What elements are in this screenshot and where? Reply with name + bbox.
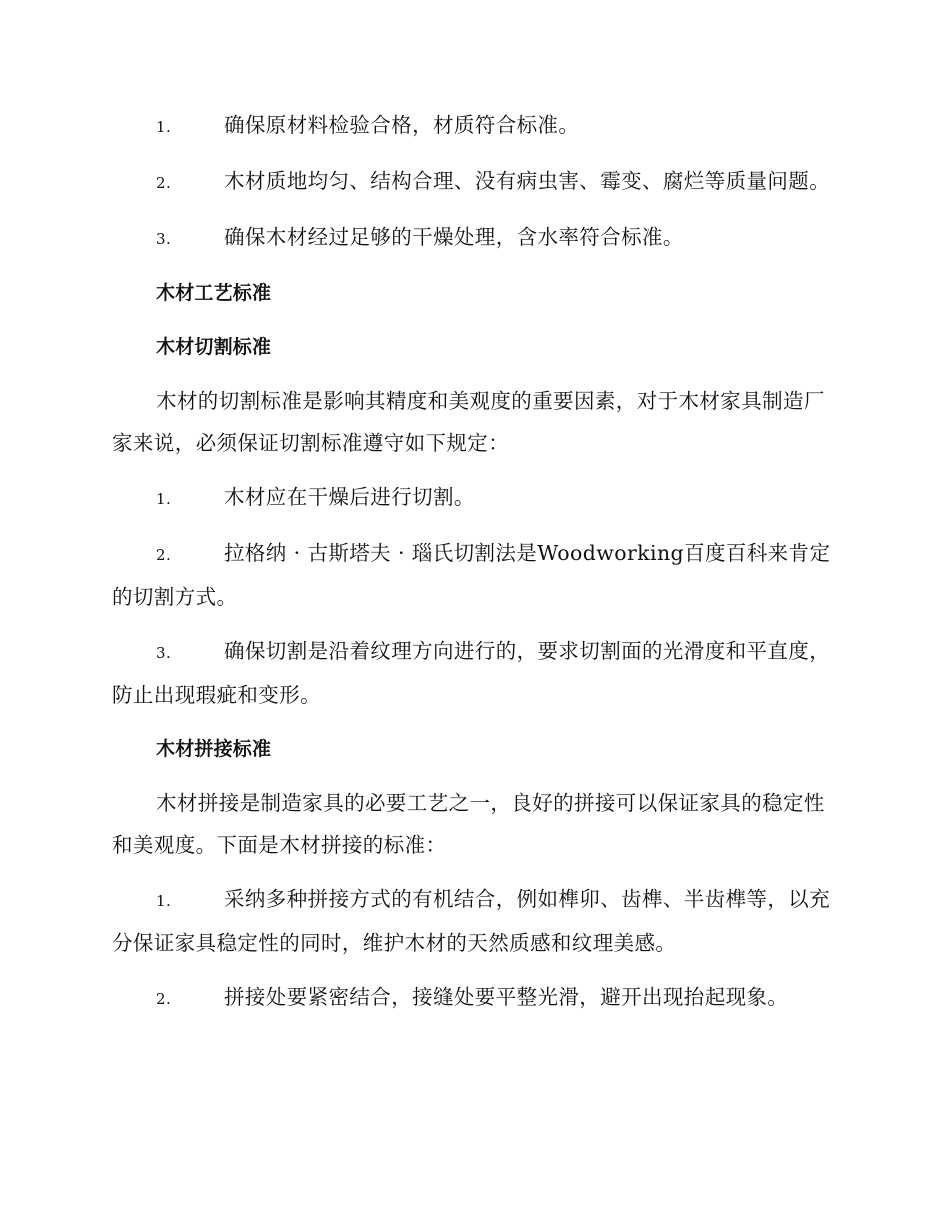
subsection-heading: 木材拼接标准 xyxy=(156,738,272,760)
list-number: 2. xyxy=(156,174,172,192)
list-text: 木材应在干燥后进行切割。 xyxy=(224,485,475,509)
section-heading: 木材工艺标准 xyxy=(156,282,272,304)
list-item xyxy=(112,630,834,716)
list-text: 确保原材料检验合格，材质符合标准。 xyxy=(224,113,580,137)
list-number: 1. xyxy=(156,892,172,910)
list-text: 拉格纳 · 古斯塔夫 · 瑙氏切割法是Woodworking百度百科来肯定的切割方式。 xyxy=(112,541,831,609)
list-text: 采纳多种拼接方式的有机结合，例如榫卯、齿榫、半齿榫等，以充分保证家具稳定性的同时，维护木材的天然质感和纹理美感。 xyxy=(112,887,831,955)
body-paragraph: 木材的切割标准是影响其精度和美观度的重要因素，对于木材家具制造厂家来说，必须保证切割标准遵守如下规定： xyxy=(112,389,825,455)
list-item xyxy=(112,160,834,204)
list-text: 确保切割是沿着纹理方向进行的，要求切割面的光滑度和平直度，防止出现瑕疵和变形。 xyxy=(112,639,831,707)
subsection-heading: 木材切割标准 xyxy=(156,336,272,358)
document-page xyxy=(112,104,834,1032)
list-number: 2. xyxy=(156,990,172,1008)
list-number: 2. xyxy=(156,546,172,564)
list-item xyxy=(112,532,834,618)
list-number: 3. xyxy=(156,644,172,662)
list-number: 3. xyxy=(156,230,172,248)
list-text: 拼接处要紧密结合，接缝处要平整光滑，避开出现抬起现象。 xyxy=(224,985,789,1009)
list-text: 木材质地均匀、结构合理、没有病虫害、霉变、腐烂等质量问题。 xyxy=(224,169,831,193)
body-paragraph: 木材拼接是制造家具的必要工艺之一，良好的拼接可以保证家具的稳定性和美观度。下面是木材拼接的标准： xyxy=(112,791,825,857)
list-item xyxy=(112,104,834,148)
list-item xyxy=(112,878,834,964)
list-number: 1. xyxy=(156,490,172,508)
list-item xyxy=(112,976,834,1020)
list-item xyxy=(112,476,834,520)
list-item xyxy=(112,216,834,260)
list-number: 1. xyxy=(156,118,172,136)
list-text: 确保木材经过足够的干燥处理，含水率符合标准。 xyxy=(224,225,684,249)
